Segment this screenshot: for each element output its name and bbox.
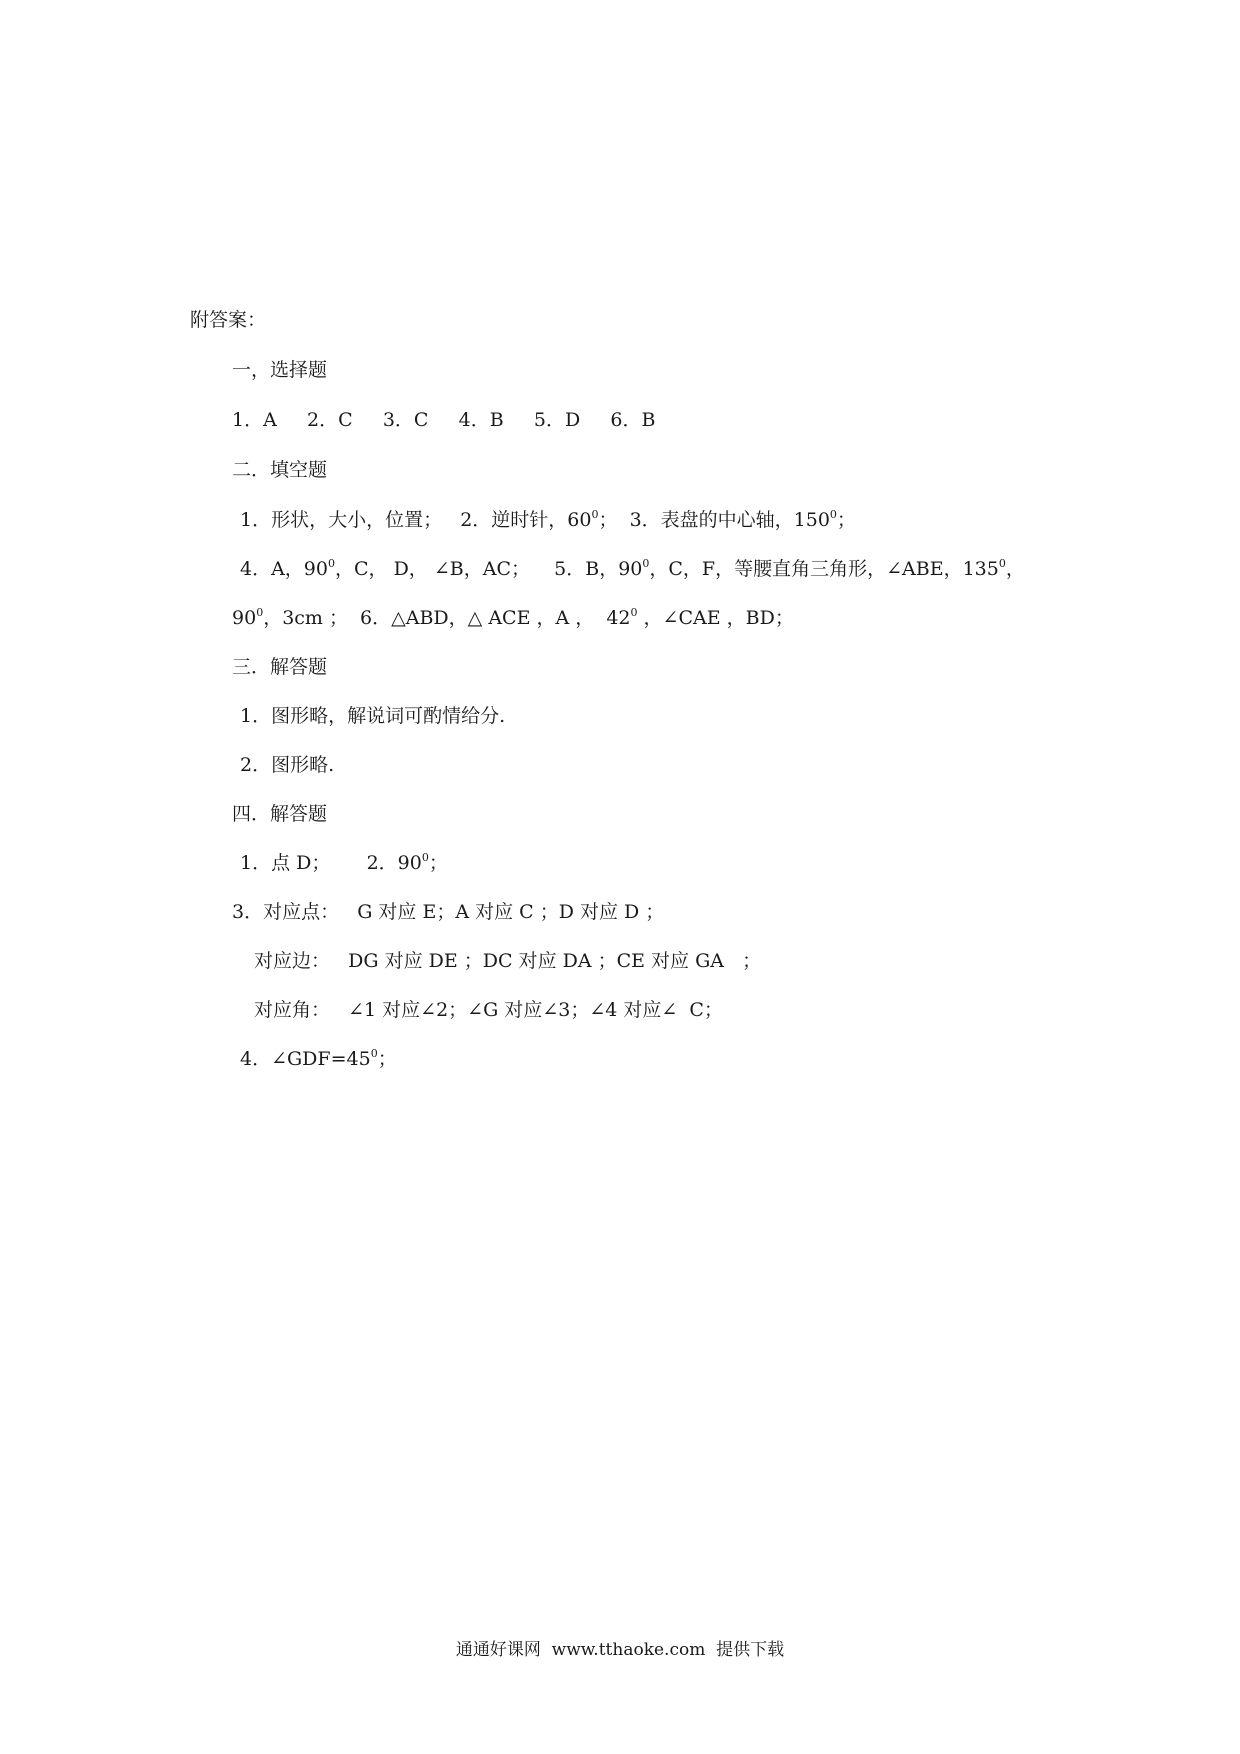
solve-4-answer-4: 4．$\angle GDF=45^0$； — [240, 1047, 397, 1070]
degree-mark: 0 — [829, 508, 837, 521]
fill-answers-line-2: 4．A，$90^0$，C， D， ∠B，AC； 5．B，$90^0$，C，F，等腰直角三角形，∠ABE，$135^0$， — [240, 557, 1025, 580]
solve-3-answer-1: 1．图形略，解说词可酌情给分. — [240, 705, 506, 727]
answer-title: 附答案： — [190, 309, 267, 331]
solve-4-corresponding-sides: 对应边： DG 对应 DE ；DC 对应 DA ；CE 对应 GA ； — [254, 950, 762, 972]
section-heading-solve-4: 四．解答题 — [232, 803, 328, 825]
degree-mark: 0 — [328, 557, 335, 570]
choice-answers: 1．A 2．C 3．C 4．B 5．D 6．B — [232, 409, 656, 431]
degree-mark: 0 — [998, 557, 1006, 570]
solve-4-corresponding-angles: 对应角： ∠1 对应∠2；∠G 对应∠3；∠4 对应∠ C； — [254, 999, 723, 1021]
solve-4-answer-1-2: 1．点 D； 2．$90^0$； — [240, 851, 448, 874]
fill-answers-line-1: 1．形状，大小，位置； 2．逆时针，$60^0$； 3．表盘的中心轴，$150^0$； — [240, 508, 856, 531]
section-heading-solve-3: 三．解答题 — [232, 656, 328, 678]
solve-3-answer-2: 2．图形略. — [240, 754, 335, 776]
section-heading-fill: 二．填空题 — [232, 459, 328, 481]
degree-mark: 0 — [591, 508, 599, 521]
fill-answers-line-3: $90^0$，3cm ； 6．△ABD，△ ACE ，A ， $42^0$ ，∠CAE ，BD； — [232, 606, 794, 629]
degree-mark: 0 — [421, 851, 429, 864]
degree-mark: 0 — [370, 1047, 378, 1060]
degree-mark: 0 — [256, 606, 264, 619]
page-footer: 通通好课网 www.tthaoke.com 提供下载 — [455, 1640, 785, 1660]
section-heading-choice: 一，选择题 — [232, 359, 328, 381]
degree-mark: 0 — [642, 557, 650, 570]
solve-4-corresponding-points: 3．对应点： G 对应 E；A 对应 C ；D 对应 D ； — [232, 901, 665, 923]
degree-mark: 0 — [630, 606, 638, 619]
